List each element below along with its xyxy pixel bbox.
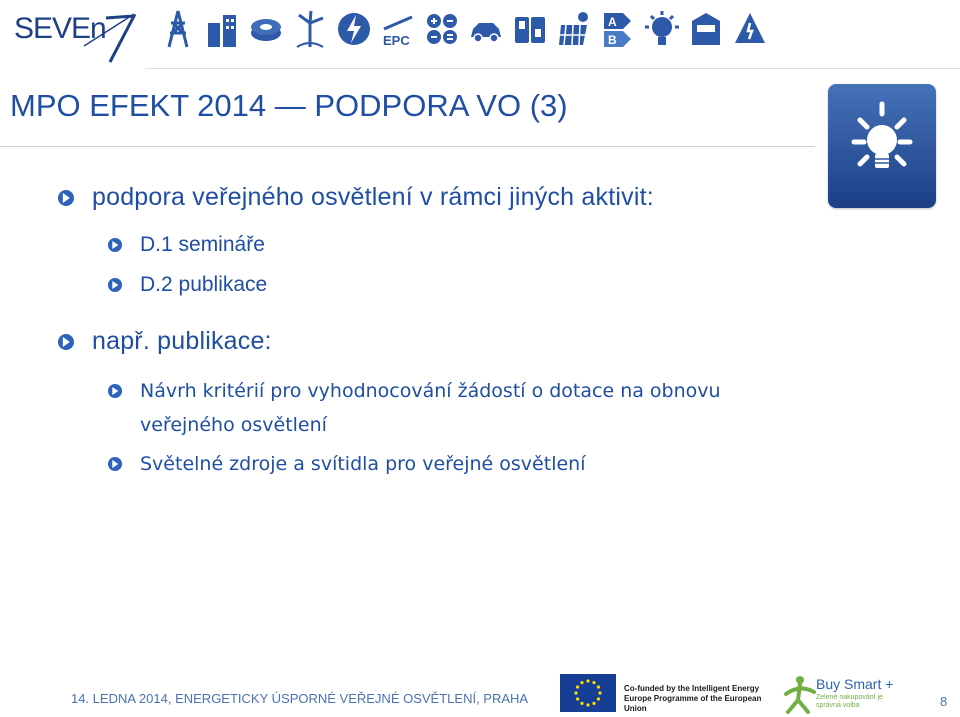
- disc-icon: [248, 8, 284, 50]
- seven-logo: [14, 6, 136, 64]
- bullet-arrow-icon: [108, 457, 122, 471]
- bullet-arrow-icon: [58, 190, 74, 206]
- cofunded-text: Co-funded by the Intelligent Energy Europe Programme of the European Union: [624, 684, 762, 713]
- bullet-arrow-icon: [108, 384, 122, 398]
- bullet-arrow-icon: [58, 334, 74, 350]
- buy-smart-figure-icon: [782, 674, 816, 714]
- epc-icon: [380, 8, 416, 50]
- bullet-seminars: [108, 233, 265, 257]
- bullet-text: Světelné zdroje a svítidla pro veřejné osvětlení: [140, 453, 586, 475]
- lightbulb-icon: [644, 8, 680, 50]
- power-pylon-icon: [160, 8, 196, 50]
- title-divider: [0, 146, 815, 147]
- header-bar: [0, 0, 960, 70]
- svg-text:A: A: [608, 15, 617, 29]
- building-icon: [204, 8, 240, 50]
- buy-smart-logo: [782, 674, 898, 714]
- bullet-arrow-icon: [108, 238, 122, 252]
- eu-flag-logo: [560, 674, 616, 712]
- logo-wordmark: SEVEn: [14, 12, 106, 45]
- lightning-icon: [336, 8, 372, 50]
- bullet-text: např. publikace:: [92, 327, 272, 355]
- lightbulb-badge-icon: [828, 84, 936, 208]
- buy-smart-subtitle: Zelené nakupování je správná volba: [816, 694, 883, 709]
- logo-seven-stroke-icon: [14, 6, 136, 64]
- bullet-light-sources: [108, 447, 585, 481]
- bullet-text: D.1 semináře: [140, 233, 265, 256]
- bullet-main-activities: [58, 183, 654, 212]
- bullet-publications: [108, 273, 267, 297]
- svg-text:B: B: [608, 33, 617, 47]
- bullet-criteria-proposal: [108, 374, 808, 442]
- header-divider: [145, 68, 960, 69]
- switches-icon: [512, 8, 548, 50]
- footer-date-event: 14. LEDNA 2014, ENERGETICKY ÚSPORNÉ VEŘEJNÉ OSVĚTLENÍ, PRAHA: [71, 691, 529, 706]
- bullet-text: D.2 publikace: [140, 273, 268, 296]
- svg-text:EPC: EPC: [383, 33, 410, 48]
- bullet-text: podpora veřejného osvětlení v rámci jiných aktivit:: [92, 183, 654, 211]
- energy-label-icon: [600, 8, 636, 50]
- wind-turbine-icon: [292, 8, 328, 50]
- bullet-example-publications: [58, 327, 272, 356]
- bullet-arrow-icon: [108, 278, 122, 292]
- topic-icon-strip: [160, 8, 768, 50]
- eu-stars-icon: [560, 674, 616, 712]
- bullet-text: Návrh kritérií pro vyhodnocování žádostí o dotace na obnovu veřejného osvětlení: [140, 380, 721, 436]
- warning-icon: [732, 8, 768, 50]
- calculator-icon: [424, 8, 460, 50]
- solar-panel-icon: [556, 8, 592, 50]
- lightbulb-badge: [828, 84, 936, 208]
- slide-title: MPO EFEKT 2014 — PODPORA VO (3): [10, 88, 568, 123]
- buy-smart-title: Buy Smart +: [816, 676, 894, 692]
- car-icon: [468, 8, 504, 50]
- page-number: 8: [940, 694, 948, 709]
- meter-icon: [688, 8, 724, 50]
